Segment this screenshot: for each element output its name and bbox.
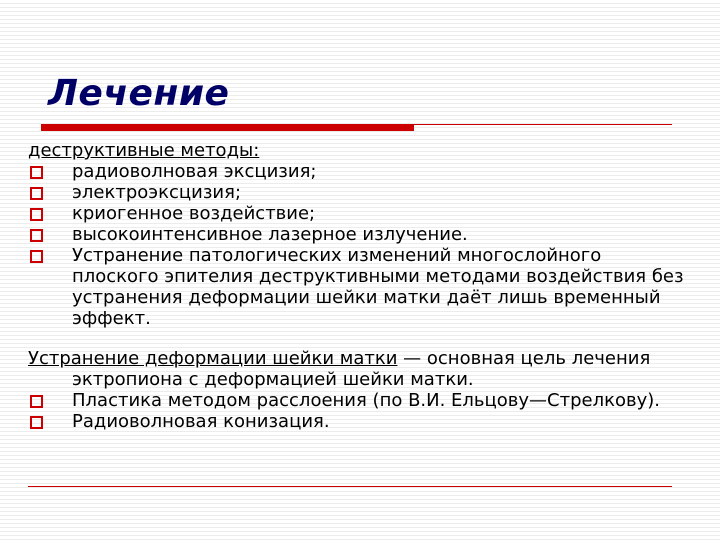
slide-title: Лечение: [48, 73, 230, 114]
list-item-text: высокоинтенсивное лазерное излучение.: [72, 224, 468, 245]
hollow-square-bullet-icon: [30, 250, 43, 263]
list-item-text: электроэксцизия;: [72, 182, 242, 203]
hollow-square-bullet-icon: [30, 166, 43, 179]
list-item-text: Устранение патологических изменений многослойного плоского эпителия деструктивными методами воздействия без устранения деформации шейки матки даёт лишь временный эффект.: [72, 245, 684, 329]
list-item: [28, 245, 688, 329]
hollow-square-bullet-icon: [30, 229, 43, 242]
slide-content: [28, 140, 688, 432]
section1-heading: деструктивные методы:: [28, 140, 260, 161]
list-item-text: Пластика методом расслоения (по В.И. Ельцову—Стрелкову).: [72, 390, 661, 411]
list-item: [28, 411, 688, 432]
hollow-square-bullet-icon: [30, 416, 43, 429]
list-item-text: радиоволновая эксцизия;: [72, 161, 317, 182]
hollow-square-bullet-icon: [30, 208, 43, 221]
title-underline-thin: [414, 124, 672, 125]
list-item-text: Радиоволновая конизация.: [72, 411, 330, 432]
spacer: [28, 329, 688, 348]
list-item: [28, 161, 688, 182]
section2-lead: [28, 348, 688, 390]
list-item: [28, 224, 688, 245]
hollow-square-bullet-icon: [30, 395, 43, 408]
section2-lead-underlined: Устранение деформации шейки матки: [28, 348, 398, 369]
list-item: [28, 203, 688, 224]
section2-lead-rest: — основная цель лечения эктропиона с деформацией шейки матки.: [72, 348, 651, 390]
list-item: [28, 182, 688, 203]
hollow-square-bullet-icon: [30, 187, 43, 200]
title-underline-thick: [41, 124, 414, 131]
bottom-rule: [28, 486, 672, 487]
list-item-text: криогенное воздействие;: [72, 203, 316, 224]
list-item: [28, 390, 688, 411]
